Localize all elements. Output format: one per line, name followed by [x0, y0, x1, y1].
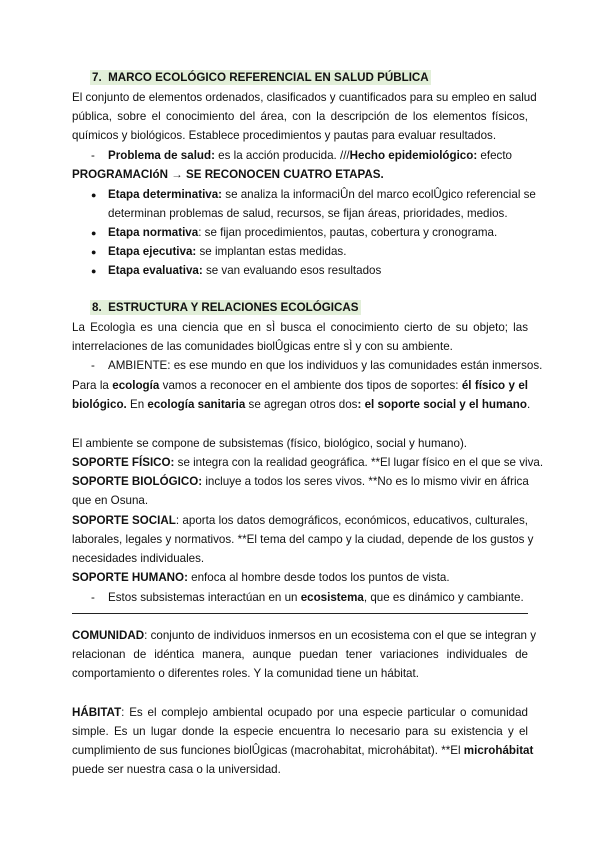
etapa-evaluativa-text: se van evaluando esos resultados [202, 264, 382, 277]
comunidad-term: COMUNIDAD [72, 629, 145, 642]
soporte-biologico-term: SOPORTE BIOLÓGICO: [72, 475, 203, 488]
etapa-ejecutiva-text: se implantan estas medidas. [196, 245, 347, 258]
soporte-social [72, 511, 528, 530]
dash-marker: - [91, 591, 95, 604]
etapa-determinativa [108, 185, 536, 204]
text-run: . [526, 398, 531, 411]
habitat-definition [72, 703, 528, 722]
text-run: se agregan otros dos [245, 398, 358, 411]
dash-marker: - [91, 359, 95, 372]
ecologia-term: ecología [112, 379, 160, 392]
soporte-humano [72, 568, 528, 587]
ecosistema-term: ecosistema [300, 591, 364, 604]
soporte-biologico-text: incluye a todos los seres vivos. **No es lo mismo vivir en áfrica [202, 475, 529, 488]
sec7-para-line-2: pública, sobre el conocimiento del área, con la descripción de los elementos físicos, [72, 110, 528, 123]
text-run: Para la [72, 379, 113, 392]
soportes-line-1 [72, 376, 528, 395]
section-7-number: 7. [92, 71, 102, 84]
text-run: Estos subsistemas interactúan en un [108, 591, 301, 604]
habitat-text: : Es el complejo ambiental ocupado por una especie particular o comunidad [121, 706, 528, 719]
section-8-number: 8. [92, 301, 102, 314]
sec7-para-line-1: El conjunto de elementos ordenados, clasificados y cuantificados para su empleo en salud [72, 91, 537, 104]
subsistemas-line: El ambiente se compone de subsistemas (físico, biológico, social y humano). [72, 437, 468, 450]
text-run: cumplimiento de sus funciones biolÛgicas (macrohabitat, microhábitat). **El [72, 744, 464, 757]
text-run: , que es dinámico y cambiante. [363, 591, 524, 604]
soporte-biologico-cont: que en Osuna. [72, 494, 149, 507]
ambiente-item: AMBIENTE: es ese mundo en que los individuos y las comunidades están inmersos. [108, 359, 543, 372]
section-8-heading [90, 298, 546, 317]
problema-salud-text: es la acción producida. /// [214, 149, 350, 162]
comunidad-definition [72, 626, 536, 645]
soporte-biologico [72, 472, 528, 491]
etapa-evaluativa-term: Etapa evaluativa: [108, 264, 203, 277]
soporte-fisico [72, 453, 544, 472]
habitat-cont-1: simple. Es un lugar donde la especie encuentra lo necesario para su existencia y el [72, 725, 528, 738]
soporte-social-cont-1: laborales, legales y normativos. **El tema del campo y la ciudad, depende de los gustos y [72, 533, 534, 546]
sec7-para-line-3: químicos y biológicos. Establece procedimientos y pautas para evaluar resultados. [72, 129, 497, 142]
soporte-fisico-term: SOPORTE FÍSICO: [72, 456, 175, 469]
biologico-term: biológico. [72, 398, 127, 411]
hecho-epidemiologico-text: efecto [477, 149, 513, 162]
programacion-heading: PROGRAMACIóN → SE RECONOCEN CUATRO ETAPAS. [72, 168, 384, 181]
social-humano-term: : el soporte social y el humano [357, 398, 527, 411]
ecologia-sanitaria-term: ecología sanitaria [147, 398, 246, 411]
section-7-heading [90, 68, 546, 87]
problema-salud-term: Problema de salud: [108, 149, 215, 162]
microhabitat-term: microhábitat [463, 744, 534, 757]
soporte-humano-term: SOPORTE HUMANO: [72, 571, 188, 584]
section-8-title: ESTRUCTURA Y RELACIONES ECOLÓGICAS [108, 301, 359, 314]
etapa-normativa-term: Etapa normativa [108, 226, 199, 239]
etapa-determinativa-term: Etapa determinativa: [108, 188, 223, 201]
bullet-icon: ● [91, 228, 97, 238]
soporte-social-cont-2: necesidades individuales. [72, 552, 205, 565]
soporte-fisico-text: se integra con la realidad geográfica. **El lugar físico en el que se viva. [174, 456, 544, 469]
etapa-ejecutiva-term: Etapa ejecutiva: [108, 245, 197, 258]
comunidad-cont-1: relacionan de idéntica manera, aunque puedan tener variaciones individuales de [72, 648, 528, 661]
ecosistema-item [108, 588, 528, 607]
habitat-term: HÁBITAT [72, 706, 122, 719]
bullet-icon: ● [91, 190, 97, 200]
habitat-cont-3: puede ser nuestra casa o la universidad. [72, 763, 281, 776]
bullet-icon: ● [91, 266, 97, 276]
etapa-evaluativa [108, 261, 528, 280]
habitat-cont-2 [72, 741, 534, 760]
etapa-normativa-text: : se fijan procedimientos, pautas, cobertura y cronograma. [198, 226, 498, 239]
bullet-icon: ● [91, 247, 97, 257]
hecho-epidemiologico-term: Hecho epidemiológico: [349, 149, 478, 162]
text-run: En [126, 398, 148, 411]
fisico-biologico-term: él físico y el [461, 379, 528, 392]
horizontal-divider [72, 613, 528, 614]
soporte-social-text: : aporta los datos demográficos, económicos, educativos, culturales, [175, 514, 528, 527]
soporte-humano-text: enfoca al hombre desde todos los puntos de vista. [187, 571, 450, 584]
section-7-title: MARCO ECOLÓGICO REFERENCIAL EN SALUD PÚBLICA [108, 71, 429, 84]
comunidad-text: : conjunto de individuos inmersos en un ecosistema con el que se integran y [144, 629, 536, 642]
soportes-line-2 [72, 395, 531, 414]
etapa-determinativa-cont: determinan problemas de salud, recursos, se fijan áreas, prioridades, medios. [108, 207, 508, 220]
sec8-para-line-1: La Ecologìa es una ciencia que en sÌ busca el conocimiento cierto de su objeto; las [72, 321, 528, 334]
sec8-para-line-2: interrelaciones de las comunidades biolÛgicas entre sÌ y con su ambiente. [72, 340, 453, 353]
dash-marker: - [91, 149, 95, 162]
comunidad-cont-2: comportamiento o diferentes roles. Y la comunidad tiene un hábitat. [72, 667, 419, 680]
etapa-determinativa-text: se analiza la informaciÛn del marco ecolÛgico referencial se [222, 188, 536, 201]
text-run: vamos a reconocer en el ambiente dos tipos de soportes: [159, 379, 462, 392]
etapa-normativa [108, 223, 528, 242]
soporte-social-term: SOPORTE SOCIAL [72, 514, 176, 527]
problema-salud-item [108, 146, 528, 165]
etapa-ejecutiva [108, 242, 528, 261]
